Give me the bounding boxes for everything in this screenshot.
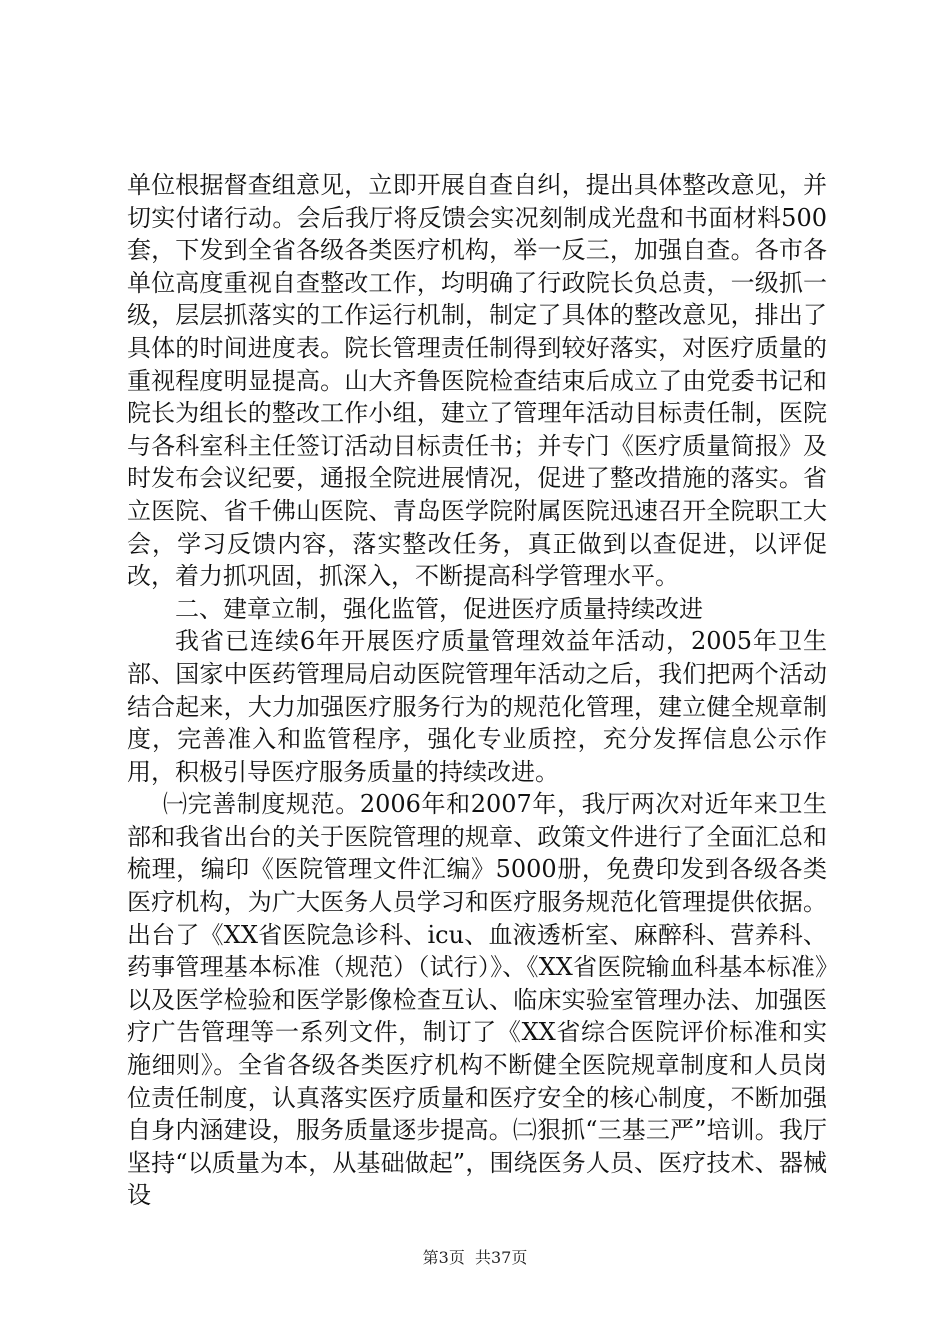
- document-body: [127, 169, 827, 1212]
- paragraph-quality-activities: 我省已连续6年开展医疗质量管理效益年活动，2005年卫生部、国家中医药管理局启动医院管理年活动之后，我们把两个活动结合起来，大力加强医疗服务行为的规范化管理，建立健全规章制度，完善准入和监管程序，强化专业质控，充分发挥信息公示作用，积极引导医疗服务质量的持续改进。: [127, 627, 827, 786]
- page-number-footer: 第3页 共37页: [422, 1248, 528, 1267]
- paragraph-self-inspection: 单位根据督查组意见，立即开展自查自纠，提出具体整改意见，并切实付诸行动。会后我厅将反馈会实况刻制成光盘和书面材料500套，下发到全省各级各类医疗机构，举一反三，加强自查。各市各单位高度重视自查整改工作，均明确了行政院长负总责，一级抓一级，层层抓落实的工作运行机制，制定了具体的整改意见，排出了具体的时间进度表。院长管理责任制得到较好落实，对医疗质量的重视程度明显提高。山大齐鲁医院检查结束后成立了由党委书记和院长为组长的整改工作小组，建立了管理年活动目标责任制，医院与各科室科主任签订活动目标责任书；并专门《医疗质量简报》及时发布会议纪要，通报全院进展情况，促进了整改措施的落实。省立医院、省千佛山医院、青岛医学院附属医院迅速召开全院职工大会，学习反馈内容，落实整改任务，真正做到以查促进，以评促改，着力抓巩固，抓深入，不断提高科学管理水平。: [127, 171, 827, 591]
- section-heading: 二、建章立制，强化监管，促进医疗质量持续改进: [175, 594, 703, 623]
- paragraph-regulations: ㈠完善制度规范。2006年和2007年，我厅两次对近年来卫生部和我省出台的关于医院管理的规章、政策文件进行了全面汇总和梳理，编印《医院管理文件汇编》5000册，免费印发到各级各类医疗机构，为广大医务人员学习和医疗服务规范化管理提供依据。出台了《XX省医院急诊科、icu、血液透析室、麻醉科、营养科、药事管理基本标准（规范）（试行）》、《XX省医院输血科基本标准》以及医学检验和医学影像检查互认、临床实验室管理办法、加强医疗广告管理等一系列文件，制订了《XX省综合医院评价标准和实施细则》。全省各级各类医疗机构不断健全医院规章制度和人员岗位责任制度，认真落实医疗质量和医疗安全的核心制度，不断加强自身内涵建设，服务质量逐步提高。㈡狠抓“三基三严”培训。我厅坚持“以质量为本，从基础做起”，围绕医务人员、医疗技术、器械设: [127, 790, 827, 1210]
